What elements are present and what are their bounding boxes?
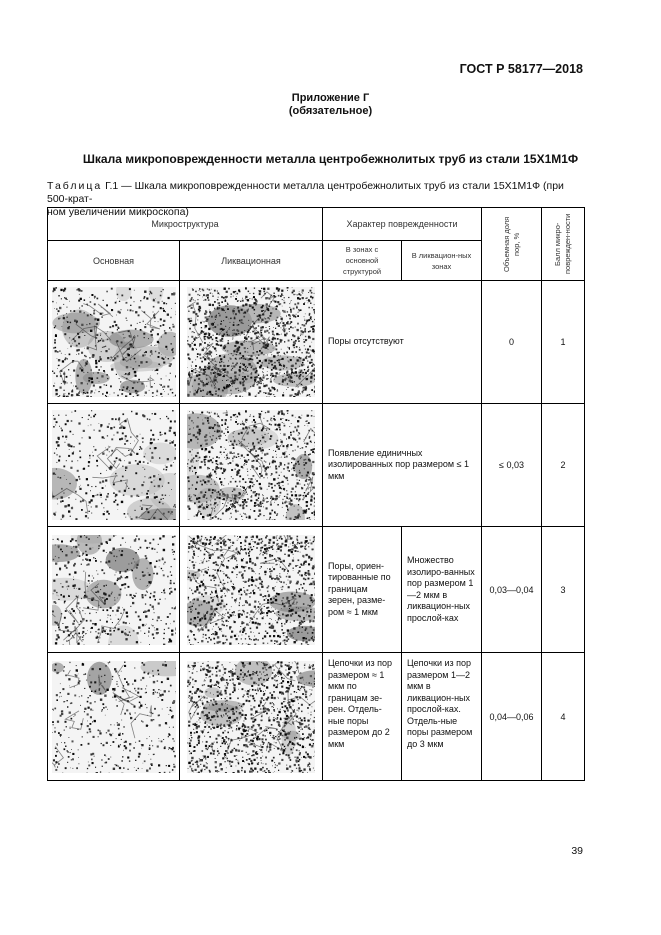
volume-fraction-value: 0,03—0,04 (482, 527, 542, 653)
micrograph-liquation-cell (180, 281, 323, 404)
micrograph-liquation-1 (187, 287, 315, 397)
table-caption-line2: ном увеличении микроскопа) (47, 206, 189, 218)
micrograph-liquation-cell (180, 527, 323, 653)
table-row (48, 404, 585, 527)
table-caption-prefix: Таблица (47, 180, 103, 192)
micrograph-main-4 (52, 661, 176, 773)
damage-scale-table (47, 207, 585, 781)
document-code: ГОСТ Р 58177—2018 (459, 62, 583, 76)
page-number: 39 (571, 845, 583, 857)
damage-liquation-zones: Множество изолиро-ванных пор размером 1—2 мкм в ликвацион-ных прослой-ках (402, 527, 482, 653)
micrograph-liquation-cell (180, 653, 323, 781)
micrograph-main-2 (52, 410, 176, 520)
micrograph-liquation-2 (187, 410, 315, 520)
volume-fraction-value: 0 (482, 281, 542, 404)
score-value: 1 (542, 281, 585, 404)
appendix-heading (0, 92, 661, 118)
header-damage-character: Характер поврежденности (323, 208, 482, 241)
micrograph-main-3 (52, 535, 176, 645)
damage-liquation-zones: Цепочки из пор размером 1—2 мкм в ликвацион-ных прослой-ках. Отдель-ные поры размером до 3 мкм (402, 653, 482, 781)
table-row (48, 527, 585, 653)
score-value: 4 (542, 653, 585, 781)
table-row (48, 281, 585, 404)
header-volume-fraction (482, 208, 542, 281)
header-score-text: Балл микро-поврежден-ности (553, 213, 573, 275)
micrograph-main-cell (48, 653, 180, 781)
micrograph-main-cell (48, 527, 180, 653)
header-in-main-zones: В зонах с основной структурой (323, 241, 402, 281)
header-in-liquation-zones: В ликвацион-ных зонах (402, 241, 482, 281)
score-value: 3 (542, 527, 585, 653)
header-score (542, 208, 585, 281)
header-volume-fraction-text: Объемная доля пор, % (501, 216, 521, 272)
section-title: Шкала микроповрежденности металла центробежнолитых труб из стали 15Х1М1Ф (82, 152, 579, 166)
micrograph-main-cell (48, 404, 180, 527)
damage-main-zones: Цепочки из пор размером ≈ 1 мкм по границам зе-рен. Отдель-ные поры размером до 2 мкм (323, 653, 402, 781)
micrograph-liquation-3 (187, 535, 315, 645)
table-row (48, 653, 585, 781)
micrograph-liquation-4 (187, 661, 315, 773)
table-caption-text: Г.1 — Шкала микроповрежденности металла центробежнолитых труб из стали 15Х1М1Ф (при 500-крат- (47, 180, 564, 205)
micrograph-main-cell (48, 281, 180, 404)
header-microstructure: Микроструктура (48, 208, 323, 241)
damage-main-zones: Поры, ориен-тированные по границам зерен, разме-ром ≈ 1 мкм (323, 527, 402, 653)
volume-fraction-value: ≤ 0,03 (482, 404, 542, 527)
header-main: Основная (48, 241, 180, 281)
volume-fraction-value: 0,04—0,06 (482, 653, 542, 781)
appendix-status: (обязательное) (288, 105, 373, 117)
damage-description: Появление единичных изолированных пор размером ≤ 1 мкм (323, 404, 482, 527)
score-value: 2 (542, 404, 585, 527)
micrograph-main-1 (52, 287, 176, 397)
appendix-title: Приложение Г (291, 92, 370, 104)
header-row-1 (48, 208, 585, 241)
header-liquation: Ликвационная (180, 241, 323, 281)
damage-description: Поры отсутствуют (323, 281, 482, 404)
micrograph-liquation-cell (180, 404, 323, 527)
